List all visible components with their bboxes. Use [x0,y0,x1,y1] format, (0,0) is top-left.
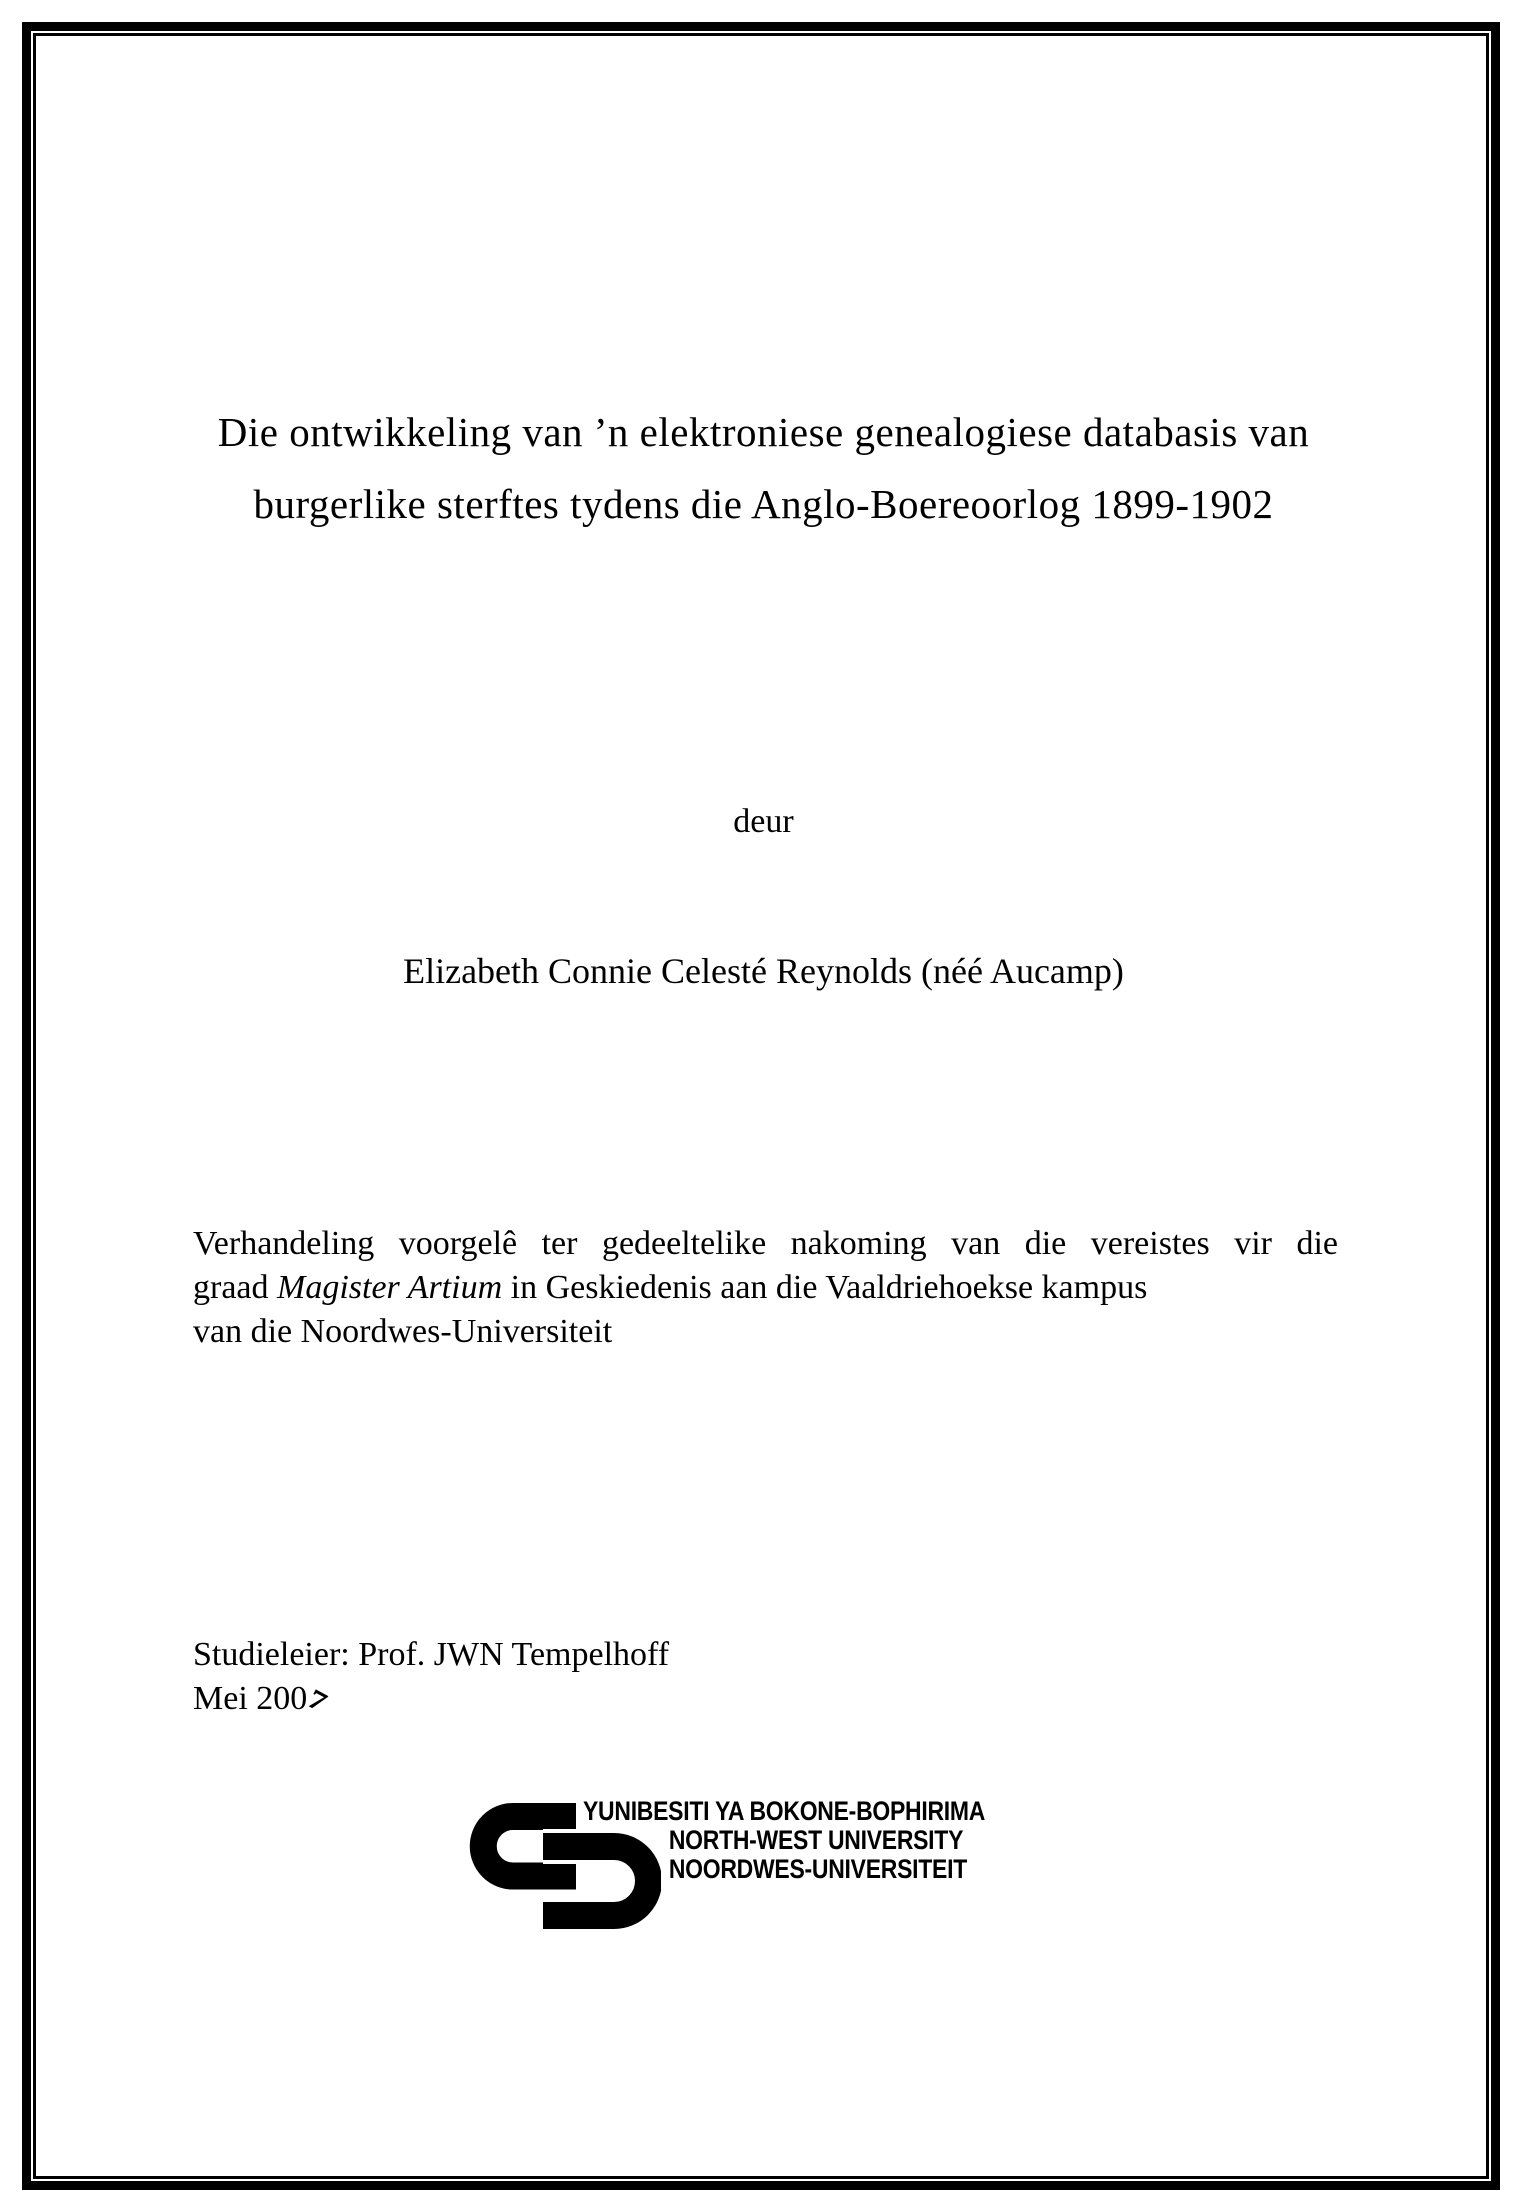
byline: deur [733,803,794,840]
nwu-logo-line2: NORTH-WEST UNIVERSITY [668,1825,964,1855]
thesis-title [100,396,1427,540]
supervisor-block [193,1633,669,1721]
degree-statement-line2-pre: graad [193,1269,278,1306]
degree-statement-line1: Verhandeling voorgelê ter gedeeltelike nakoming van die vereistes vir die [193,1225,1338,1262]
nwu-logo-text [583,1797,985,1884]
degree-statement-line2-post: in Geskiedenis aan die Vaaldriehoekse kampus [502,1269,1148,1306]
author-name: Elizabeth Connie Celesté Reynolds (néé Aucamp) [403,951,1124,991]
degree-statement-line3: van die Noordwes-Universiteit [193,1313,613,1350]
date-line [193,1677,669,1721]
supervisor-line: Studieleier: Prof. JWN Tempelhoff [193,1636,670,1673]
nwu-logo-line1: YUNIBESITI YA BOKONE-BOPHIRIMA [583,1796,986,1826]
degree-name-italic: Magister Artium [277,1269,503,1306]
degree-statement [193,1222,1338,1354]
degree-statement-line2 [193,1266,1338,1310]
nwu-logo-line3: NOORDWES-UNIVERSITEIT [668,1854,967,1884]
date-prefix: Mei 200 [193,1680,308,1717]
thesis-title-line2: burgerlike sterftes tydens die Anglo-Boereoorlog 1899-1902 [253,481,1274,527]
thesis-title-line1: Die ontwikkeling van ’n elektroniese genealogiese databasis van [217,409,1310,455]
date-seven-glyph: 7 [302,1683,331,1718]
